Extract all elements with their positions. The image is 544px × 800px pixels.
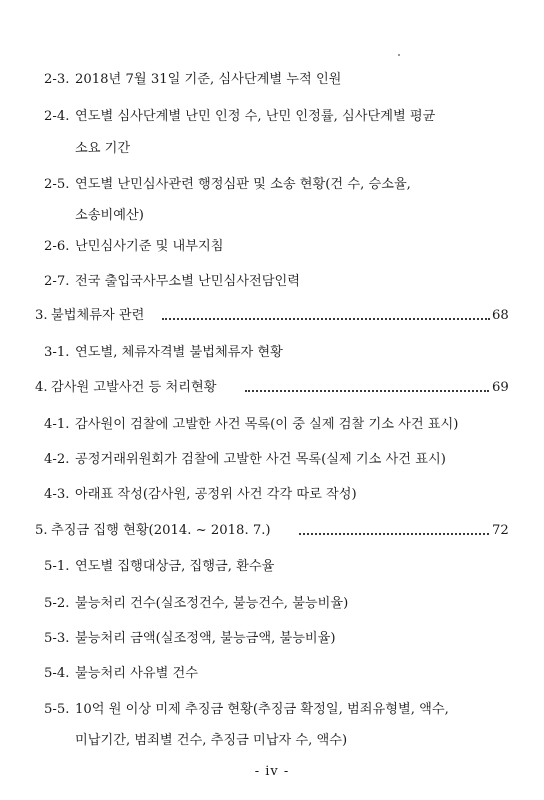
entry-title-continued: 소요 기간	[75, 141, 131, 156]
page-number: 68	[492, 308, 509, 323]
entry-title: 불능처리 건수(실조정건수, 불능건수, 불능비율)	[75, 596, 349, 611]
entry-title: 연도별 난민심사관련 행정심판 및 소송 현황(건 수, 승소율,	[75, 177, 411, 192]
entry-title: 2018년 7월 31일 기준, 심사단계별 누적 인원	[75, 72, 342, 87]
entry-title: 연도별 집행대상금, 집행금, 환수율	[75, 559, 275, 574]
entry-number: 2-7.	[44, 274, 70, 289]
entry-number: 3-1.	[44, 345, 70, 360]
dot-leader	[162, 318, 490, 320]
entry-number: 5-1.	[44, 559, 70, 574]
section-number: 5.	[35, 523, 48, 538]
entry-number: 4-3.	[44, 487, 70, 502]
entry-title: 불능처리 금액(실조정액, 불능금액, 불능비율)	[75, 631, 336, 646]
page-number: 69	[492, 380, 509, 395]
entry-title: 불능처리 사유별 건수	[75, 666, 199, 681]
entry-number: 2-4.	[44, 109, 70, 124]
entry-number: 2-5.	[44, 177, 70, 192]
entry-number: 5-4.	[44, 666, 70, 681]
entry-title: 연도별 심사단계별 난민 인정 수, 난민 인정률, 심사단계별 평균	[75, 109, 436, 124]
entry-number: 2-3.	[44, 72, 70, 87]
entry-title: 연도별, 체류자격별 불법체류자 현황	[75, 345, 283, 360]
page-footer-number: - iv -	[254, 764, 290, 779]
dot-leader	[245, 390, 489, 392]
entry-title: 전국 출입국사무소별 난민심사전담인력	[75, 274, 300, 289]
entry-title: 아래표 작성(감사원, 공정위 사건 각각 따로 작성)	[75, 487, 357, 502]
entry-number: 5-5.	[44, 702, 70, 717]
section-number: 4.	[35, 380, 48, 395]
entry-title: 감사원이 검찰에 고발한 사건 목록(이 중 실제 검찰 기소 사건 표시)	[75, 417, 459, 432]
scan-speck	[398, 54, 400, 56]
entry-title-continued: 미납기간, 범죄별 건수, 추징금 미납자 수, 액수)	[75, 733, 348, 748]
entry-number: 4-1.	[44, 417, 70, 432]
section-title: 추징금 집행 현황(2014. ~ 2018. 7.)	[51, 523, 271, 538]
entry-number: 4-2.	[44, 452, 70, 467]
entry-title: 난민심사기준 및 내부지침	[75, 239, 224, 254]
section-number: 3.	[35, 308, 48, 323]
section-title: 불법체류자 관련	[51, 308, 145, 323]
entry-title: 10억 원 이상 미제 추징금 현황(추징금 확정일, 범죄유형별, 액수,	[75, 702, 449, 717]
page-number: 72	[492, 523, 509, 538]
section-title: 감사원 고발사건 등 처리현황	[51, 380, 217, 395]
entry-title-continued: 소송비예산)	[75, 208, 144, 223]
entry-number: 5-3.	[44, 631, 70, 646]
entry-number: 5-2.	[44, 596, 70, 611]
entry-number: 2-6.	[44, 239, 70, 254]
dot-leader	[299, 533, 489, 535]
entry-title: 공정거래위원회가 검찰에 고발한 사건 목록(실제 기소 사건 표시)	[75, 452, 446, 467]
